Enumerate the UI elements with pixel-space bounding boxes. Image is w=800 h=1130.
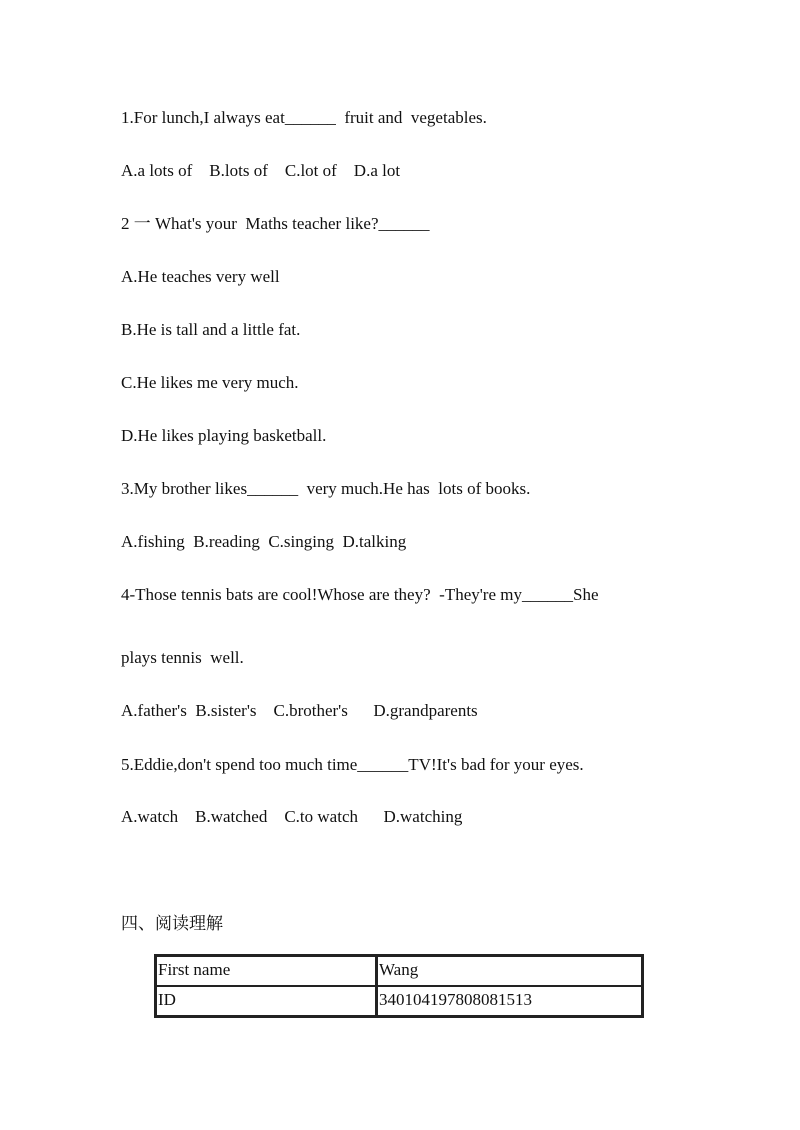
q4-stem: 4-Those tennis bats are cool!Whose are they? -They're my______She — [121, 585, 599, 604]
section-heading: 四、阅读理解 — [121, 914, 223, 934]
table-row — [156, 986, 642, 1016]
q3-options: A.fishing B.reading C.singing D.talking — [121, 532, 407, 551]
q5-stem: 5.Eddie,don't spend too much time______TV!It's bad for your eyes. — [121, 755, 584, 774]
q4-stem-continued: plays tennis well. — [121, 648, 244, 667]
table-row — [156, 956, 642, 986]
info-table — [154, 954, 644, 1018]
q2-stem: 2 一 What's your Maths teacher like?______ — [121, 214, 430, 233]
table-cell: First name — [156, 956, 377, 986]
table-cell: Wang — [377, 956, 642, 986]
q2-option-c: C.He likes me very much. — [121, 373, 299, 392]
q4-options: A.father's B.sister's C.brother's D.grandparents — [121, 701, 478, 720]
q3-stem: 3.My brother likes______ very much.He has lots of books. — [121, 479, 531, 498]
q2-option-a: A.He teaches very well — [121, 267, 280, 286]
q1-stem: 1.For lunch,I always eat______ fruit and vegetables. — [121, 108, 487, 127]
q2-option-d: D.He likes playing basketball. — [121, 426, 327, 445]
q2-option-b: B.He is tall and a little fat. — [121, 320, 301, 339]
table-cell: ID — [156, 986, 377, 1016]
table-cell: 340104197808081513 — [377, 986, 642, 1016]
q5-options: A.watch B.watched C.to watch D.watching — [121, 807, 463, 826]
q1-options: A.a lots of B.lots of C.lot of D.a lot — [121, 161, 401, 180]
